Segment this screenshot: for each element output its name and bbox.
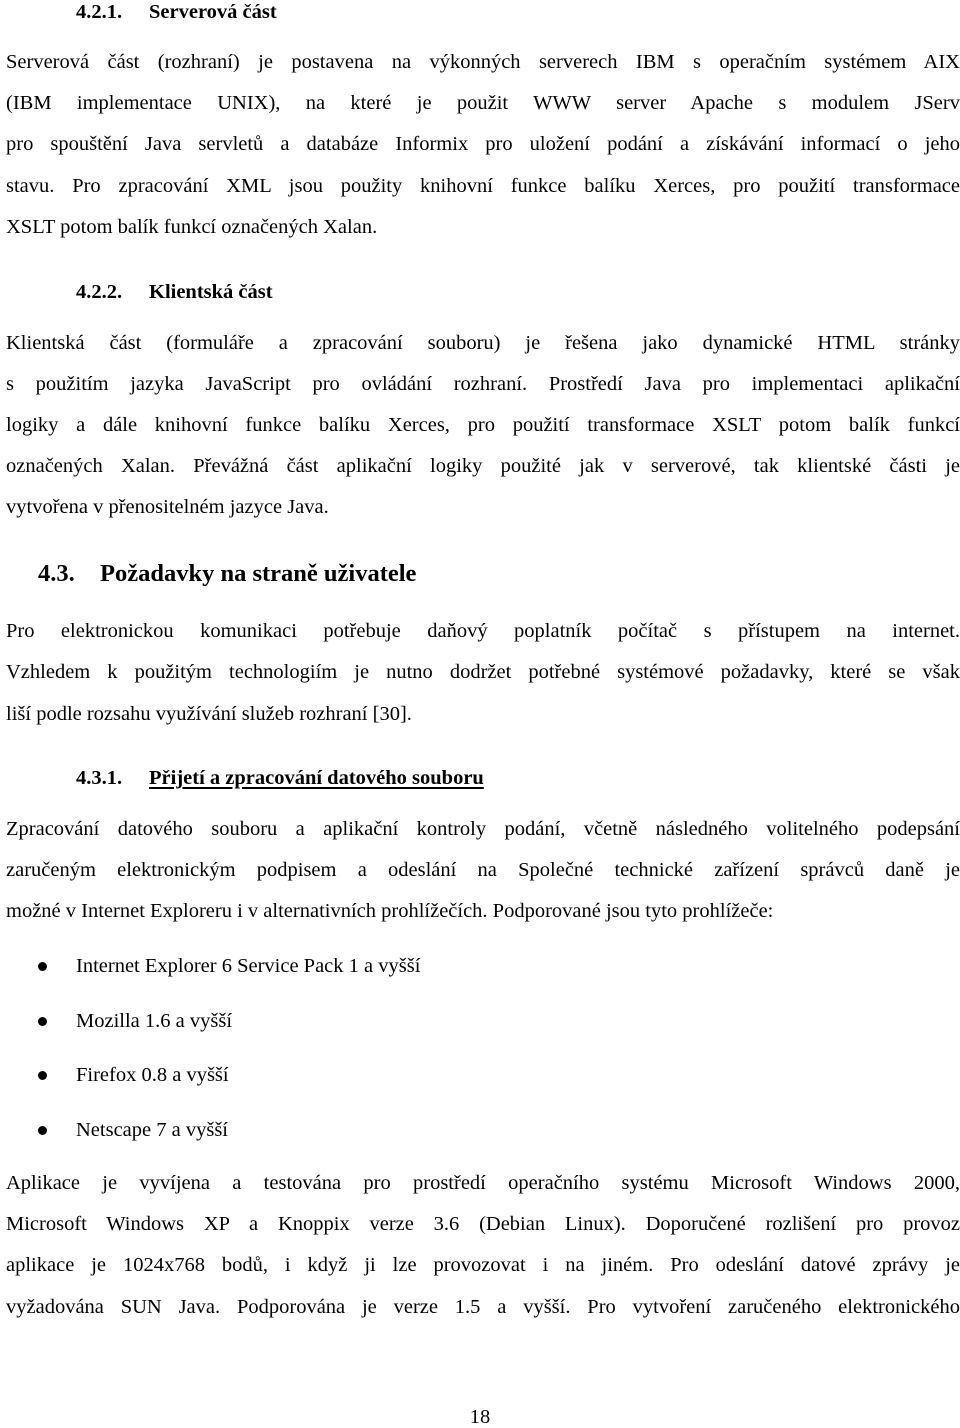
- heading-4-2-2: [76, 282, 273, 303]
- bullet-icon: [38, 962, 47, 971]
- paragraph-line: možné v Internet Exploreru i v alternativních prohlížečích. Podporované jsou tyto prohlížeče:: [6, 900, 774, 922]
- heading-number: 4.3.1.: [76, 767, 123, 789]
- paragraph-line: Zpracování datového souboru a aplikační kontroly podání, včetně následného volitelného podepsání: [6, 818, 960, 840]
- heading-4-3-1: [76, 768, 484, 789]
- heading-number: 4.2.1.: [76, 1, 123, 23]
- page-number: 18: [469, 1406, 491, 1428]
- heading-4-3: [38, 562, 416, 587]
- bullet-icon: [38, 1071, 47, 1080]
- heading-title: Přijetí a zpracování datového souboru: [149, 767, 484, 789]
- heading-title: Požadavky na straně uživatele: [100, 560, 417, 587]
- heading-4-2-1: [76, 2, 277, 23]
- paragraph-line: zaručeným elektronickým podpisem a odeslání na Společné technické zařízení správců daně je: [6, 859, 960, 881]
- heading-number: 4.3.: [38, 560, 75, 587]
- paragraph-line: liší podle rozsahu využívání služeb rozhraní [30].: [6, 703, 412, 725]
- heading-title: Klientská část: [149, 281, 273, 303]
- paragraph-line: pro spouštění Java servletů a databáze Informix pro uložení podání a získávání informací o jeho: [6, 133, 960, 155]
- bullet-icon: [38, 1126, 47, 1135]
- paragraph-line: Pro elektronickou komunikaci potřebuje daňový poplatník počítač s přístupem na internet.: [6, 620, 960, 642]
- list-item: Netscape 7 a vyšší: [76, 1119, 228, 1141]
- heading-number: 4.2.2.: [76, 281, 123, 303]
- paragraph-line: XSLT potom balík funkcí označených Xalan.: [6, 216, 378, 238]
- paragraph-line: (IBM implementace UNIX), na které je použit WWW server Apache s modulem JServ: [6, 92, 960, 114]
- paragraph-line: stavu. Pro zpracování XML jsou použity knihovní funkce balíku Xerces, pro použití transformace: [6, 175, 960, 197]
- paragraph-line: logiky a dále knihovní funkce balíku Xerces, pro použití transformace XSLT potom balík funkcí: [6, 414, 960, 436]
- paragraph-line: vyžadována SUN Java. Podporována je verze 1.5 a vyšší. Pro vytvoření zaručeného elektronického: [6, 1296, 960, 1318]
- paragraph-line: označených Xalan. Převážná část aplikační logiky použité jak v serverové, tak klientské části je: [6, 455, 960, 477]
- list-item: Mozilla 1.6 a vyšší: [76, 1010, 233, 1032]
- heading-title: Serverová část: [149, 1, 277, 23]
- bullet-icon: [38, 1017, 47, 1026]
- paragraph-line: s použitím jazyka JavaScript pro ovládání rozhraní. Prostředí Java pro implementaci aplikační: [6, 373, 960, 395]
- paragraph-line: vytvořena v přenositelném jazyce Java.: [6, 496, 329, 518]
- paragraph-line: Vzhledem k použitým technologiím je nutno dodržet potřebné systémové požadavky, které se však: [6, 661, 960, 683]
- list-item: Firefox 0.8 a vyšší: [76, 1064, 229, 1086]
- paragraph-line: Klientská část (formuláře a zpracování souboru) je řešena jako dynamické HTML stránky: [6, 332, 960, 354]
- paragraph-line: Aplikace je vyvíjena a testována pro prostředí operačního systému Microsoft Windows 2000,: [6, 1172, 960, 1194]
- paragraph-line: Microsoft Windows XP a Knoppix verze 3.6 (Debian Linux). Doporučené rozlišení pro provoz: [6, 1213, 960, 1235]
- paragraph-line: Serverová část (rozhraní) je postavena na výkonných serverech IBM s operačním systémem AIX: [6, 51, 960, 73]
- paragraph-line: aplikace je 1024x768 bodů, i když ji lze provozovat i na jiném. Pro odeslání datové zprávy je: [6, 1254, 960, 1276]
- list-item: Internet Explorer 6 Service Pack 1 a vyšší: [76, 955, 421, 977]
